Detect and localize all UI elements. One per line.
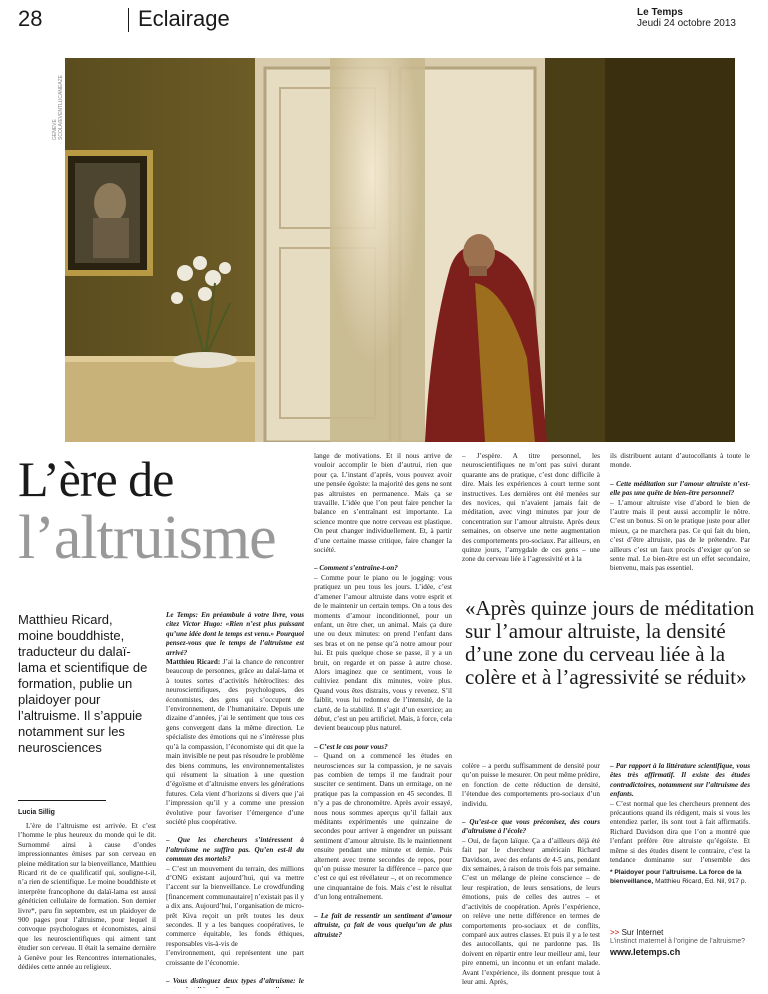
answer-6: – Quand on a commencé les études en neurosciences sur la compassion, je ne savais pas combien de temps il me faudrait pour susciter ce sentiment. Dans un ermitage, on ne pratique pas la compassion en 45 secondes. Il n’y a pas de chronomètre. Après avoir essayé, nous nous sommes aperçus qu’il fallait aux méditants expérimentés une quinzaine de secondes pour arriver à engendrer un puissant sentiment d’amour altruiste. Ils le maintiennent ensuite pendant une minute et demie. Puis alternent avec trente secondes de repos, pour qu’on puisse mesurer la différence – parce que c’est ce qui est révélateur –, et on recommence une cinquantaine de fois. Mais c’est le résultat d’un long entraînement. xyxy=(314,752,452,902)
newspaper-name: Le Temps xyxy=(637,7,683,18)
headline-line-2: l’altruisme xyxy=(18,504,276,572)
answer-7-continued: colère – a perdu suffisamment de densité pour qu’on puisse le mesurer. On peut même prédire, en fonction de cette réduction de densité, l’étendue des comportements pro-sociaux d’un individu. xyxy=(462,762,600,808)
book-footnote xyxy=(610,869,750,886)
article-column-1 xyxy=(18,822,156,988)
newspaper-masthead xyxy=(637,7,736,29)
page-header xyxy=(0,0,768,40)
question-5: – Comment s’entraîne-t-on? xyxy=(314,564,398,573)
byline-divider xyxy=(18,800,106,801)
internet-box xyxy=(610,928,750,957)
article-column-5-bottom xyxy=(610,762,750,866)
answer-4-continued: lange de motivations. Et il nous arrive de vouloir accomplir le bien d’autrui, rien que pour ça. L’instant d’après, vous pouvez avoir une pensée égoïste: la majorité des gens ne sont pas altruistes en permanence. Mais ça se travaille. L’idée que l’on peut faire pencher la balance en s’entraînant est importante. La science montre que notre cerveau est plastique. On peut changer individuellement. Et, à partir d’une certaine masse critique, faire changer la société. xyxy=(314,452,452,555)
headline-line-1: L’ère de xyxy=(18,451,174,507)
question-6: – C’est le cas pour vous? xyxy=(314,742,388,751)
internet-label xyxy=(610,928,750,937)
question-8: – Cette méditation sur l’amour altruiste n’est-elle pas une quête de bien-être personnel? xyxy=(610,479,750,498)
article-column-3 xyxy=(314,452,452,988)
page-number: 28 xyxy=(18,6,43,31)
question-10: – Par rapport à la littérature scientifique, vous êtes très affirmatif. Il existe des études contradictoires, notamment sur l’altruisme des enfants. xyxy=(610,762,750,799)
article-lede: Matthieu Ricard, moine bouddhiste, traducteur du dalaï-lama et scientifique de formation, publie un plaidoyer pour l’altruisme. Il s’appuie notamment sur les neurosciences xyxy=(18,612,148,755)
question-1: Le Temps: En préambule à votre livre, vous citez Victor Hugo: «Rien n’est plus puissant qu’une idée dont le temps est venu.» Pourquoi pensez-vous que le temps de l’altruisme est arrivé? xyxy=(166,611,304,657)
photo-credit: GENEVE SCOLA/EVENTLUCANEAZE xyxy=(52,74,64,140)
question-2: – Que les chercheurs s’intéressent à l’altruisme ne suffira pas. Qu’en est-il du commun des mortels? xyxy=(166,836,304,864)
issue-date: Jeudi 24 octobre 2013 xyxy=(637,18,736,29)
answer-1-text: J’ai la chance de rencontrer beaucoup de personnes, grâce au dalaï-lama et à toutes sortes d’activités hétéroclites: des neuroscientifiques, des psychologues, des économistes, des gens qui s’occupent de l’environnement, de l’humanitaire. Depuis une dizaine d’années, j’ai le sentiment que tous ces gens convergent dans la même direction. Le spécialiste des émotions qui ne s’intéresse plus qu’à la compassion, l’économiste qui dit que la main invisible ne peut pas résoudre le problème des biens communs, les environnementalistes qui résument la situation à une question d’égoïsme et d’altruisme envers les générations futures. Cela vient d’horizons si divers que j’ai l’impression qu’il y a comme une pression évolutive pour favoriser l’émergence d’une société plus coopérative. xyxy=(166,658,304,826)
question-7: – Le fait de ressentir un sentiment d’amour altruiste, ça fait de vous quelqu’un de plus altruiste? xyxy=(314,911,452,939)
answer-7: – J’espère. A titre personnel, les neuroscientifiques ne m’ont pas suivi durant quarante ans de pratique, c’est donc difficile à dire. Mais les expériences à court terme sont instructives. Les dernières ont été menées sur des novices, qui n’avaient jamais fait de méditation, avec vingt minutes par jour de concentration sur l’amour altruiste. Après deux semaines, on observe une nette augmentation des comportements pro-sociaux. Par ailleurs, en quinze jours, l’amygdale de ces gens – une zone du cerveau liée à l’agressivité et à la xyxy=(462,452,600,564)
answer-1-speaker: Matthieu Ricard: xyxy=(166,658,221,667)
article-headline xyxy=(18,452,318,570)
photo-illustration xyxy=(65,58,735,442)
header-divider xyxy=(128,8,129,32)
answer-1 xyxy=(166,658,304,827)
pull-quote: «Après quinze jours de méditation sur l’amour altruiste, la densité d’une zone du cerveau liée à la colère et à l’agressivité se réduit» xyxy=(465,596,755,689)
byline: Lucia Sillig xyxy=(18,809,55,816)
section-name: Eclairage xyxy=(138,6,230,31)
article-photo xyxy=(65,58,735,442)
answer-9: – Oui, de façon laïque. Ça a d’ailleurs déjà été fait par le chercheur américain Richard Davidson, avec des enfants de 4-5 ans, pendant dix semaines, à raison de trois fois par semaine. C’est un mélange de pleine conscience – de leur respiration, de leurs sensations, de leurs émotions, puis de celles des autres – et d’activités de coopération. Après l’expérience, on relève une nette différence en termes de comportements pro-sociaux et de conflits, comparé aux autres classes. Et puis il y a le test des autocollants, qui ne pardonne pas. Ils doivent en répartir entre leur meilleur ami, leur pire ennemi, un inconnu et un enfant malade. Avant l’expérience, ils donnent presque tout à leur ami. Après, xyxy=(462,836,600,986)
answer-2: – C’est un mouvement du terrain, des millions d’ONG existant aujourd’hui, qui va mettre l’accent sur la bienveillance. Le crowdfunding [financement communautaire] n’existait pas il y a dix ans. Aujourd’hui, l’organisation de micro-prêt Kiva reçoit un prêt toutes les deux secondes. Il y a les banques coopératives, le commerce équitable, les fonds éthiques, responsables vis-à-vis de xyxy=(166,864,304,948)
footnote-details: Matthieu Ricard, Ed. Nil, 917 p. xyxy=(653,877,747,885)
question-9: – Qu’est-ce que vous préconisez, des cours d’altruisme à l’école? xyxy=(462,818,600,836)
article-column-5 xyxy=(610,452,750,592)
article-column-4-bottom xyxy=(462,762,600,988)
answer-8: – L’amour altruiste vise d’abord le bien de l’autre mais il peut aussi accomplir le nôtre. C’est un bonus. Si on le pratique juste pour aller mieux, ça ne marchera pas. Ce qui fait du bien, c’est d’être altruiste, pas de le prétendre. Par ailleurs c’est un faux procès d’exiger qu’on se sente mal. Le bien-être est un effet secondaire, bienvenu, mais pas essentiel. xyxy=(610,498,750,573)
arrow-icon: >> xyxy=(610,928,620,937)
article-column-2 xyxy=(166,611,304,988)
answer-5: – Comme pour le piano ou le jogging: vous pratiquez un peu tous les jours. L’idée, c’est d’amener l’amour altruiste dans votre esprit et de le maintenir un certain temps. On a tous des moments d’amour inconditionnel, pour un enfant, un être cher, un animal. Mais ça dure une ou deux minutes: on prend l’enfant dans ses bras et on ne pense qu’à notre amour pour lui. Et puis quelque chose se passe, il y a un bruit, on regarde et on passe à autre chose. Alors imaginez que ce sentiment, vous le cultiviez pendant dix minutes, voire plus. Quand vous êtes distraits, vous y revenez. S’il faiblit, vous lui redonnez de l’intensité, de la clarté, de la stabilité. Il s’agit d’un exercice; au début, c’est un peu artificiel. Mais, à force, cela devient beaucoup plus naturel. xyxy=(314,573,452,733)
internet-teaser: L’instinct maternel à l’origine de l’altruisme? xyxy=(610,938,746,945)
answer-2-continued: l’environnement, qui représentent une part croissante de l’économie. xyxy=(166,949,304,967)
internet-label-text: Sur Internet xyxy=(619,928,664,937)
question-3: – Vous distinguez deux types d’altruisme: le xyxy=(166,977,304,986)
website-link[interactable]: www.letemps.ch xyxy=(610,947,681,957)
answer-9-end: ils distribuent autant d’autocollants à toute le monde. xyxy=(610,452,750,470)
intro-paragraph: L’ère de l’altruisme est arrivée. Et c’est l’homme le plus heureux du monde qui le dit. Surnommé ainsi à cause d’ondes impressionnantes émises par son cerveau en pleine méditation sur la bienveillance, Matthieu Ricard rit de ce qualificatif qui, souligne-t-il, n’a rien de scientifique. Le moine bouddhiste et interprète francophone du dalaï-lama est aussi généticien cellulaire de formation. Son dernier livre*, paru fin septembre, est un plaidoyer de 900 pages pour l’altruisme, pour lequel il convoque psychologues et économistes, ainsi que les neuroscientifiques qui aiment tant étudier son cerveau. Il était la semaine dernière à Genève pour les Rencontres internationales, dédiées cette année au religieux. xyxy=(18,822,156,972)
footnote-title: * Plaidoyer pour l’altruisme. La force de la bienveillance, xyxy=(610,869,742,885)
answer-10: – C’est normal que les chercheurs prennent des précautions quand ils rédigent, mais si vous les entendiez parler, ils sont tout à fait affirmatifs. Richard Davidson dira que l’on a montré que l’enfant préfère être altruiste qu’égoïste. Et même si des études disent le contraire, c’est la tendance dominante sur l’ensemble des xyxy=(610,799,750,865)
article-column-4 xyxy=(462,452,600,588)
